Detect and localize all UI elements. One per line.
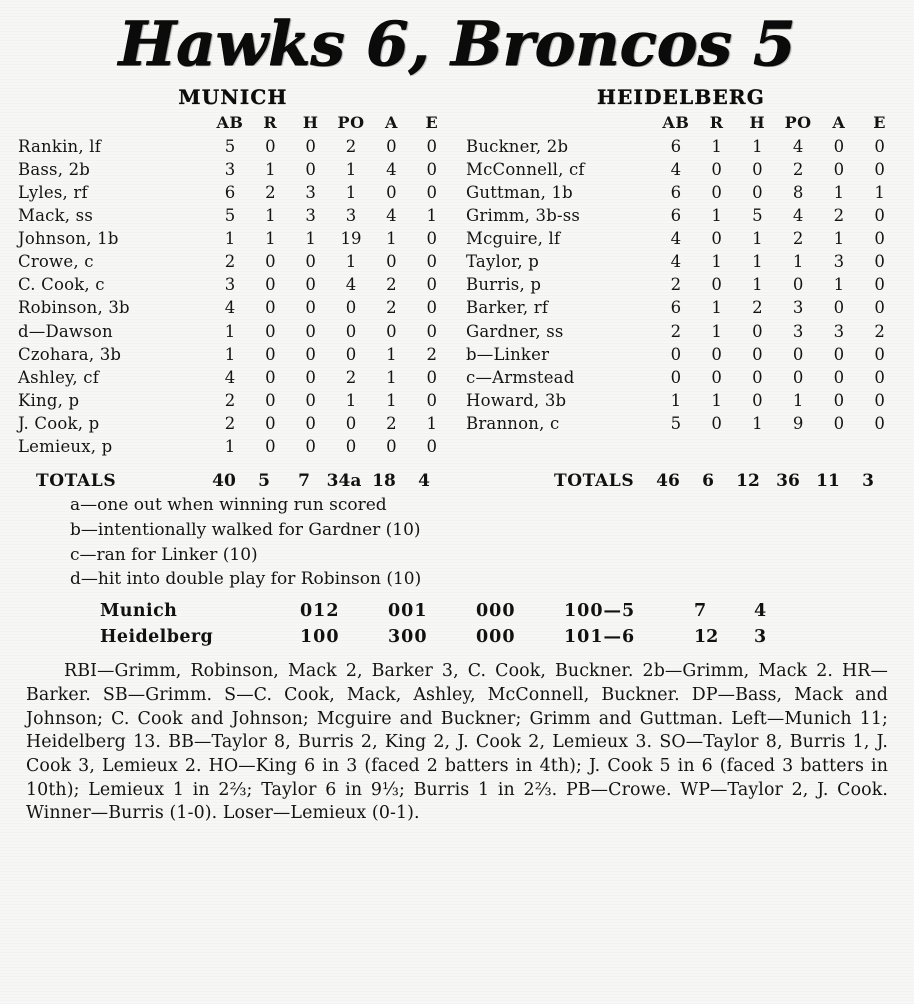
col-r-left: R: [263, 113, 278, 132]
player-name: C. Cook, c: [18, 275, 105, 295]
table-row: [14, 251, 452, 274]
player-a: 2: [386, 275, 397, 295]
player-r: 0: [265, 298, 276, 318]
line-score-innings-3: 000: [476, 627, 516, 648]
player-e: 0: [426, 367, 438, 387]
totals-e-right: 3: [862, 471, 874, 492]
player-h: 0: [305, 344, 316, 364]
player-a: 3: [833, 321, 845, 341]
player-a: 0: [833, 344, 845, 364]
table-row: [14, 182, 452, 205]
player-h: 2: [752, 298, 763, 318]
player-a: 2: [833, 205, 845, 225]
player-name: b—Linker: [466, 344, 550, 364]
player-po: 0: [792, 344, 804, 364]
player-e: 0: [426, 229, 438, 249]
player-h: 0: [305, 390, 316, 410]
player-e: 0: [426, 252, 438, 272]
player-name: Mcguire, lf: [466, 229, 561, 249]
line-score: [14, 598, 900, 651]
player-name: Bass, 2b: [18, 159, 91, 179]
player-name: Czohara, 3b: [18, 344, 122, 364]
player-r: 0: [711, 414, 722, 434]
line-score-errors: 3: [754, 627, 767, 648]
table-row: [14, 136, 452, 159]
player-e: 2: [874, 321, 885, 341]
line-score-hits: 12: [694, 627, 719, 648]
player-h: 0: [305, 136, 316, 156]
team-munich: [14, 85, 452, 459]
totals-e-left: 4: [418, 471, 430, 492]
player-ab: 2: [670, 275, 682, 295]
table-row: [462, 413, 900, 436]
player-name: Buckner, 2b: [466, 136, 569, 156]
player-po: 4: [792, 136, 804, 156]
player-ab: 1: [224, 437, 236, 457]
player-a: 1: [386, 229, 397, 249]
player-name: Burris, p: [466, 275, 542, 295]
player-e: 0: [426, 437, 438, 457]
player-name: McConnell, cf: [466, 159, 585, 179]
player-e: 0: [874, 229, 885, 249]
table-row: [462, 367, 900, 390]
player-h: 0: [305, 298, 316, 318]
player-r: 1: [265, 229, 276, 249]
player-r: 0: [711, 344, 722, 364]
player-e: 0: [874, 367, 885, 387]
player-r: 0: [265, 321, 276, 341]
player-a: 0: [386, 437, 397, 457]
player-po: 1: [345, 159, 357, 179]
player-h: 0: [305, 321, 316, 341]
player-r: 0: [711, 367, 722, 387]
col-h-left: H: [302, 113, 319, 132]
col-po-left: PO: [337, 113, 365, 132]
totals-a-left: 18: [372, 471, 396, 492]
totals-row: [14, 471, 900, 491]
player-ab: 1: [670, 390, 682, 410]
player-name: Taylor, p: [466, 252, 540, 272]
player-name: Ashley, cf: [18, 367, 100, 387]
player-ab: 4: [670, 252, 682, 272]
player-a: 0: [386, 182, 397, 202]
player-po: 8: [792, 182, 804, 202]
player-name: Crowe, c: [18, 252, 94, 272]
footnote-a: a—one out when winning run scored: [70, 495, 387, 516]
player-name: Guttman, 1b: [466, 182, 573, 202]
player-r: 0: [265, 136, 276, 156]
team-name-right: HEIDELBERG: [597, 85, 765, 109]
player-r: 1: [711, 321, 722, 341]
player-ab: 2: [224, 252, 236, 272]
line-score-innings-2: 001: [388, 600, 428, 621]
player-ab: 4: [224, 367, 236, 387]
player-ab: 3: [224, 275, 236, 295]
player-name: J. Cook, p: [18, 414, 100, 434]
table-row: [14, 159, 452, 182]
player-r: 1: [265, 205, 276, 225]
player-po: 0: [792, 367, 804, 387]
table-row: [14, 321, 452, 344]
player-h: 1: [752, 136, 763, 156]
player-r: 1: [265, 159, 276, 179]
player-name: d—Dawson: [18, 321, 113, 341]
player-a: 4: [386, 159, 397, 179]
totals-left: [14, 471, 452, 491]
table-row: [462, 390, 900, 413]
player-a: 0: [833, 136, 845, 156]
line-score-final: 101—6: [564, 627, 636, 648]
player-ab: 1: [224, 321, 236, 341]
player-e: 0: [874, 252, 885, 272]
table-row: [462, 251, 900, 274]
player-r: 0: [711, 229, 722, 249]
box-table-left: [14, 112, 452, 459]
line-score-innings-3: 000: [476, 600, 516, 621]
table-row: [462, 228, 900, 251]
player-a: 4: [386, 205, 397, 225]
player-ab: 0: [670, 344, 682, 364]
table-row: [462, 344, 900, 367]
line-score-row: [100, 624, 900, 650]
totals-r-left: 5: [258, 471, 270, 492]
table-row: [14, 413, 452, 436]
player-po: 2: [345, 367, 357, 387]
player-a: 0: [833, 298, 845, 318]
player-h: 0: [752, 182, 763, 202]
player-h: 1: [752, 229, 763, 249]
table-row: [462, 297, 900, 320]
boxscore-section: [0, 85, 914, 826]
player-h: 0: [752, 390, 763, 410]
player-a: 0: [833, 159, 845, 179]
player-po: 4: [792, 205, 804, 225]
player-ab: 6: [224, 182, 236, 202]
col-a-right: A: [832, 113, 846, 132]
player-ab: 5: [224, 136, 236, 156]
player-po: 1: [792, 252, 804, 272]
player-r: 0: [265, 252, 276, 272]
player-e: 0: [874, 136, 885, 156]
player-r: 2: [265, 182, 276, 202]
player-h: 1: [752, 275, 763, 295]
player-name: Johnson, 1b: [18, 229, 119, 249]
player-po: 0: [792, 275, 804, 295]
player-po: 0: [345, 298, 357, 318]
table-row: [14, 367, 452, 390]
player-po: 1: [792, 390, 804, 410]
player-ab: 4: [224, 298, 236, 318]
player-name: Robinson, 3b: [18, 298, 130, 318]
player-po: 1: [345, 252, 357, 272]
player-po: 1: [345, 390, 357, 410]
line-score-innings-1: 100: [300, 627, 340, 648]
footnote-c: c—ran for Linker (10): [70, 544, 258, 565]
player-h: 0: [752, 344, 763, 364]
table-row: [14, 297, 452, 320]
line-score-final: 100—5: [564, 600, 636, 621]
player-h: 3: [305, 182, 316, 202]
player-po: 0: [345, 437, 357, 457]
player-po: 0: [345, 344, 357, 364]
player-ab: 2: [670, 321, 682, 341]
line-score-innings-1: 012: [300, 600, 340, 621]
totals-ab-left: 40: [212, 471, 236, 492]
totals-ab-right: 46: [656, 471, 680, 492]
player-r: 1: [711, 136, 722, 156]
totals-po-right: 36: [776, 471, 800, 492]
player-h: 0: [305, 159, 316, 179]
player-name: Brannon, c: [466, 414, 560, 434]
totals-h-right: 12: [736, 471, 760, 492]
player-e: 0: [874, 159, 885, 179]
table-row: [14, 436, 452, 459]
player-r: 0: [711, 159, 722, 179]
player-e: 1: [874, 182, 885, 202]
table-row: [14, 228, 452, 251]
player-name: Rankin, lf: [18, 136, 102, 156]
player-a: 0: [386, 321, 397, 341]
player-e: 0: [426, 159, 438, 179]
table-header-row-left: [14, 112, 452, 136]
player-h: 1: [752, 252, 763, 272]
col-e-right: E: [873, 113, 886, 132]
player-a: 0: [833, 367, 845, 387]
player-e: 0: [874, 344, 885, 364]
player-ab: 2: [224, 390, 236, 410]
player-ab: 0: [670, 367, 682, 387]
player-h: 0: [752, 159, 763, 179]
player-e: 0: [874, 298, 885, 318]
player-r: 0: [265, 275, 276, 295]
player-a: 0: [386, 136, 397, 156]
player-ab: 6: [670, 182, 682, 202]
player-h: 3: [305, 205, 316, 225]
player-a: 2: [386, 414, 397, 434]
team-heidelberg: [462, 85, 900, 436]
player-ab: 6: [670, 136, 682, 156]
player-r: 0: [711, 182, 722, 202]
page-title: Hawks 6, Broncos 5: [118, 9, 796, 80]
table-row: [462, 205, 900, 228]
table-header-row-right: [462, 112, 900, 136]
player-h: 1: [752, 414, 763, 434]
player-h: 0: [752, 367, 763, 387]
player-name: Grimm, 3b-ss: [466, 205, 581, 225]
table-row: [14, 274, 452, 297]
player-h: 0: [305, 437, 316, 457]
table-row: [14, 205, 452, 228]
player-a: 1: [386, 367, 397, 387]
player-po: 0: [345, 414, 357, 434]
player-r: 0: [265, 344, 276, 364]
player-ab: 6: [670, 205, 682, 225]
teams-row: [14, 85, 900, 459]
table-row: [14, 344, 452, 367]
player-po: 1: [345, 182, 357, 202]
player-e: 0: [426, 298, 438, 318]
col-h-right: H: [749, 113, 766, 132]
team-name-left: MUNICH: [178, 85, 288, 109]
player-ab: 1: [224, 229, 236, 249]
player-a: 1: [833, 182, 845, 202]
game-summary: RBI—Grimm, Robinson, Mack 2, Barker 3, C. Cook, Buckner. 2b—Grimm, Mack 2. HR—Barker. SB—Grimm. S—C. Cook, Mack, Ashley, McConnell, Buckner. DP—Bass, Mack and Johnson; C. Cook and Johnson; Mcguire and Buckner; Grimm and Guttman. Left—Munich 11; Heidelberg 13. BB—Taylor 8, Burris 2, King 2, J. Cook 2, Lemieux 3. SO—Taylor 8, Burris 1, J. Cook 3, Lemieux 2. HO—King 6 in 3 (faced 2 batters in 4th); J. Cook 5 in 6 (faced 3 batters in 10th); Lemieux 1 in 2⅔; Taylor 6 in 9⅓; Burris 1 in 2⅔. PB—Crowe. WP—Taylor 2, J. Cook. Winner—Burris (1-0). Loser—Lemieux (0-1).: [26, 661, 888, 824]
player-po: 3: [345, 205, 357, 225]
player-r: 0: [265, 367, 276, 387]
player-h: 5: [752, 205, 763, 225]
line-score-errors: 4: [754, 600, 767, 621]
player-h: 1: [305, 229, 316, 249]
player-a: 1: [833, 275, 845, 295]
player-e: 1: [426, 414, 438, 434]
player-r: 1: [711, 390, 722, 410]
player-a: 0: [386, 252, 397, 272]
totals-po-left: 34a: [326, 471, 362, 492]
player-po: 19: [340, 229, 362, 249]
line-score-row: [100, 598, 900, 624]
player-po: 9: [792, 414, 804, 434]
totals-label-right: TOTALS: [554, 471, 635, 492]
player-ab: 3: [224, 159, 236, 179]
player-po: 0: [345, 321, 357, 341]
totals-r-right: 6: [702, 471, 714, 492]
player-h: 0: [305, 252, 316, 272]
player-e: 0: [426, 136, 438, 156]
player-h: 0: [305, 367, 316, 387]
footnote-d: d—hit into double play for Robinson (10): [70, 569, 422, 590]
player-ab: 6: [670, 298, 682, 318]
player-name: Lyles, rf: [18, 182, 88, 202]
player-a: 1: [833, 229, 845, 249]
player-h: 0: [305, 275, 316, 295]
table-row: [462, 182, 900, 205]
player-name: Lemieux, p: [18, 437, 113, 457]
col-e-left: E: [425, 113, 439, 132]
col-ab-left: AB: [216, 113, 244, 132]
player-a: 2: [386, 298, 397, 318]
col-a-left: A: [384, 113, 398, 132]
table-row: [462, 136, 900, 159]
player-ab: 2: [224, 414, 236, 434]
player-a: 3: [833, 252, 845, 272]
player-e: 0: [874, 205, 885, 225]
player-e: 0: [874, 414, 885, 434]
player-e: 0: [426, 321, 438, 341]
player-e: 0: [426, 390, 438, 410]
footnote-b: b—intentionally walked for Gardner (10): [70, 519, 421, 540]
col-r-right: R: [709, 113, 724, 132]
player-r: 0: [265, 437, 276, 457]
col-po-right: PO: [784, 113, 812, 132]
col-player-right: [462, 112, 656, 136]
player-name: King, p: [18, 390, 80, 410]
player-a: 0: [833, 414, 845, 434]
player-ab: 1: [224, 344, 236, 364]
line-score-team: Munich: [100, 600, 178, 621]
table-row: [14, 390, 452, 413]
player-r: 1: [711, 252, 722, 272]
player-e: 0: [426, 182, 438, 202]
player-po: 3: [792, 321, 804, 341]
player-ab: 5: [670, 414, 682, 434]
player-po: 4: [345, 275, 357, 295]
footnotes: [14, 491, 900, 592]
line-score-team: Heidelberg: [100, 627, 214, 648]
player-e: 0: [874, 390, 885, 410]
player-e: 0: [874, 275, 885, 295]
player-e: 0: [426, 275, 438, 295]
player-name: Howard, 3b: [466, 390, 567, 410]
col-player-left: [14, 112, 210, 136]
table-row: [462, 274, 900, 297]
player-r: 0: [265, 414, 276, 434]
player-h: 0: [305, 414, 316, 434]
table-row: [462, 159, 900, 182]
player-name: Mack, ss: [18, 205, 93, 225]
player-name: Barker, rf: [466, 298, 549, 318]
player-ab: 4: [670, 229, 682, 249]
line-score-innings-2: 300: [388, 627, 428, 648]
player-po: 2: [792, 159, 804, 179]
player-h: 0: [752, 321, 763, 341]
player-e: 2: [426, 344, 438, 364]
player-r: 1: [711, 205, 722, 225]
table-row: [462, 321, 900, 344]
player-po: 3: [792, 298, 804, 318]
player-r: 0: [265, 390, 276, 410]
player-ab: 4: [670, 159, 682, 179]
player-po: 2: [345, 136, 357, 156]
totals-label-left: TOTALS: [36, 471, 117, 492]
totals-a-right: 11: [816, 471, 840, 492]
line-score-hits: 7: [694, 600, 707, 621]
player-e: 1: [426, 205, 438, 225]
totals-right: [462, 471, 900, 491]
player-po: 2: [792, 229, 804, 249]
player-name: Gardner, ss: [466, 321, 564, 341]
player-r: 1: [711, 298, 722, 318]
player-a: 0: [833, 390, 845, 410]
player-a: 1: [386, 344, 397, 364]
box-table-right: [462, 112, 900, 436]
player-a: 1: [386, 390, 397, 410]
player-name: c—Armstead: [466, 367, 575, 387]
col-ab-right: AB: [662, 113, 690, 132]
player-ab: 5: [224, 205, 236, 225]
player-r: 0: [711, 275, 722, 295]
totals-h-left: 7: [298, 471, 310, 492]
